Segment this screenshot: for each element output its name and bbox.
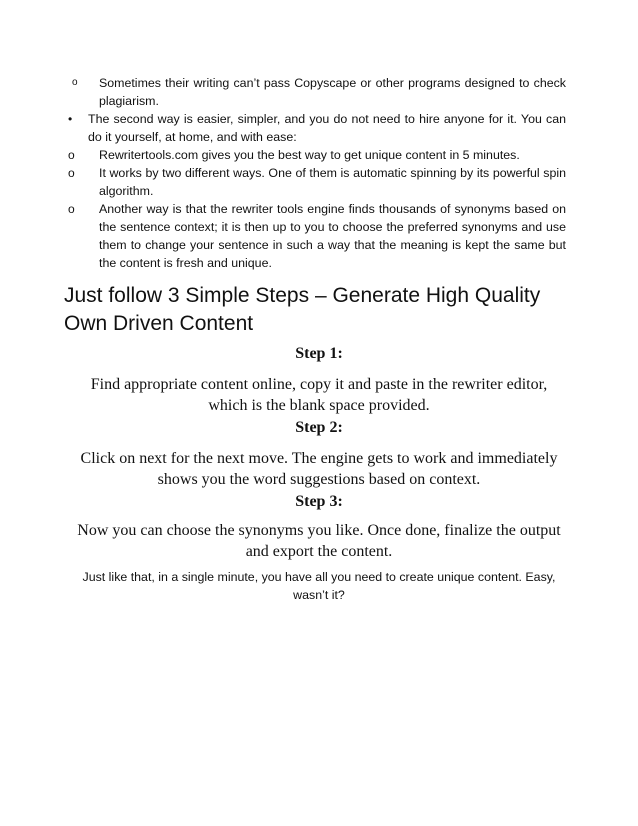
- step-2-title: Step 2:: [295, 419, 343, 436]
- bullet-marker: •: [68, 112, 73, 126]
- closing-paragraph: Just like that, in a single minute, you have all you need to create unique content. Easy, wasn’t it?: [82, 570, 556, 602]
- list-item: [62, 164, 566, 200]
- step-2-text: Click on next for the next move. The engine gets to work and immediately shows you the word suggestions based on context.: [80, 450, 558, 488]
- list-item-text: Sometimes their writing can’t pass Copyscape or other programs designed to check plagiarism.: [99, 76, 566, 108]
- step-3-title: Step 3:: [295, 493, 343, 510]
- list-item-text: Another way is that the rewriter tools engine finds thousands of synonyms based on the sentence context; it is then up to you to choose the preferred synonyms and use them to change your sentence in such a way that the meaning is kept the same but the content is fresh and unique.: [99, 202, 566, 270]
- list-item: [62, 200, 566, 272]
- section-heading: Just follow 3 Simple Steps – Generate High Quality Own Driven Content: [64, 284, 541, 335]
- list-item: [62, 74, 566, 110]
- sub-bullet-marker: o: [68, 148, 75, 162]
- list-item-text: It works by two different ways. One of them is automatic spinning by its powerful spin algorithm.: [99, 166, 566, 198]
- sub-bullet-marker: o: [68, 202, 75, 216]
- list-item-text: Rewritertools.com gives you the best way to get unique content in 5 minutes.: [99, 148, 520, 162]
- step-1-text: Find appropriate content online, copy it and paste in the rewriter editor, which is the blank space provided.: [90, 376, 548, 414]
- list-item-text: The second way is easier, simpler, and you do not need to hire anyone for it. You can do it yourself, at home, and with ease:: [88, 112, 566, 144]
- bullet-list: [62, 74, 566, 272]
- nested-list: [62, 146, 566, 272]
- sub-bullet-marker: o: [68, 166, 75, 180]
- step-3-text: Now you can choose the synonyms you like. Once done, finalize the output and export the content.: [77, 522, 561, 560]
- list-item: [62, 110, 566, 272]
- list-item: [62, 146, 566, 164]
- sub-bullet-marker: o: [72, 77, 78, 88]
- step-1-title: Step 1:: [295, 345, 343, 362]
